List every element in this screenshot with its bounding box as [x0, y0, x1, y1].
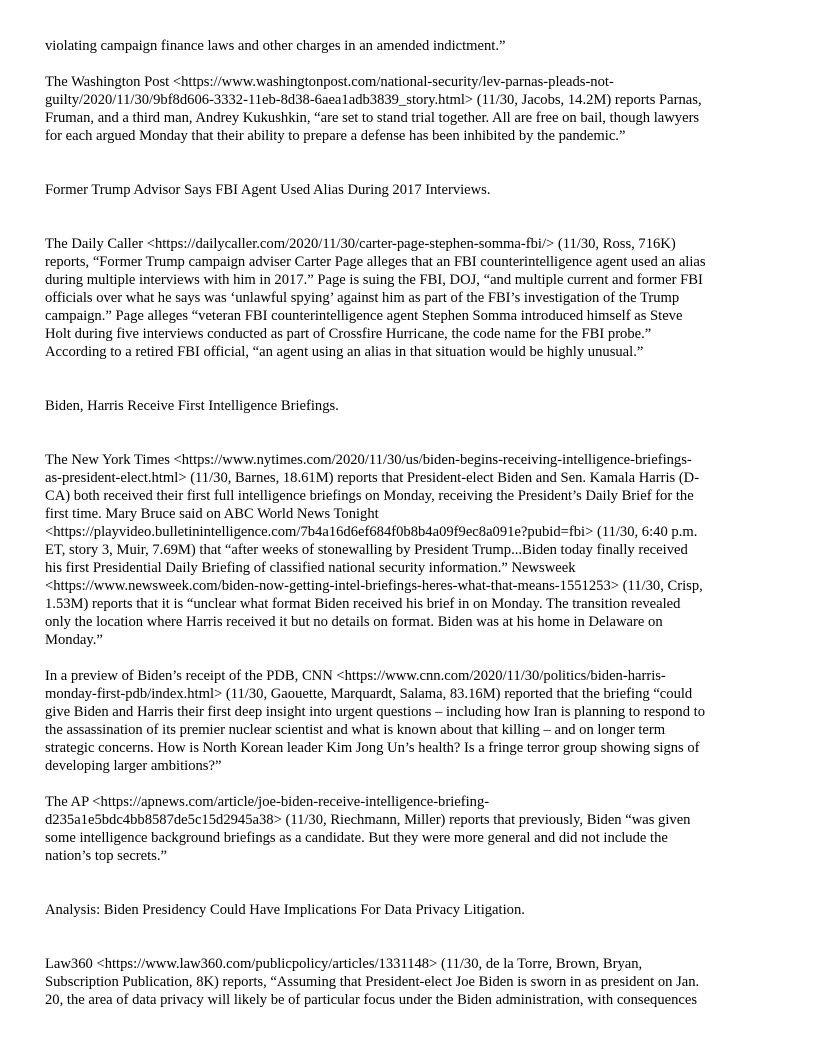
document-page [45, 37, 773, 1009]
paragraph-indictment-tail: violating campaign finance laws and other charges in an amended indictment.” [45, 38, 506, 54]
paragraph-ap: The AP <https://apnews.com/article/joe-biden-receive-intelligence-briefing- d235a1e5bdc4bb8587de5c15d2945a38> (11/30, Riechmann, Miller) reports that previously, Biden “was given some intelligence background briefings as a candidate. But they were more general and did not include the nation’s top secrets.” [45, 794, 691, 864]
headline-data-privacy: Analysis: Biden Presidency Could Have Implications For Data Privacy Litigation. [45, 902, 525, 918]
headline-intelligence-briefings: Biden, Harris Receive First Intelligence Briefings. [45, 398, 339, 414]
paragraph-daily-caller: The Daily Caller <https://dailycaller.com/2020/11/30/carter-page-stephen-somma-fbi/> (11/30, Ross, 716K) reports, “Former Trump campaign adviser Carter Page alleges that an FBI counterintelligence agent used an alias during multiple interviews with him in 2017.” Page is suing the FBI, DOJ, “and multiple current and former FBI officials over what he says was ‘unlawful spying’ against him as part of the FBI’s investigation of the Trump campaign.” Page alleges “veteran FBI counterintelligence agent Stephen Somma introduced himself as Steve Holt during five interviews conducted as part of Crossfire Hurricane, the code name for the FBI probe.” According to a retired FBI official, “an agent using an alias in that situation would be highly unusual.” [45, 236, 706, 360]
paragraph-new-york-times: The New York Times <https://www.nytimes.com/2020/11/30/us/biden-begins-receiving-intelligence-briefings- as-president-elect.html> (11/30, Barnes, 18.61M) reports that President-elect Biden and Sen. Kamala Harris (D- CA) both received their first full intelligence briefings on Monday, receiving the President’s Daily Brief for the first time. Mary Bruce said on ABC World News Tonight <https://playvideo.bulletinintelligence.com/7b4a16d6ef684f0b8b4a09f9ec8a091e?pubid=fbi> (11/30, 6:40 p.m. ET, story 3, Muir, 7.69M) that “after weeks of stonewalling by President Trump...Biden today finally received his first Presidential Daily Briefing of classified national security information.” Newsweek <https://www.newsweek.com/biden-now-getting-intel-briefings-heres-what-that-means-1551253> (11/30, Crisp, 1.53M) reports that it is “unclear what format Biden received his brief in on Monday. The transition revealed only the location where Harris received it but no details on format. Biden was at his home in Delaware on Monday.” [45, 452, 703, 648]
paragraph-cnn-preview: In a preview of Biden’s receipt of the PDB, CNN <https://www.cnn.com/2020/11/30/politics/biden-harris- monday-first-pdb/index.html> (11/30, Gaouette, Marquardt, Salama, 83.16M) reported that the briefing “could give Biden and Harris their first deep insight into urgent questions – including how Iran is planning to respond to the assassination of its premier nuclear scientist and what is known about that killing – and on longer term strategic concerns. How is North Korean leader Kim Jong Un’s health? Is a fringe terror group showing signs of developing larger ambitions?” [45, 668, 705, 774]
paragraph-law360: Law360 <https://www.law360.com/publicpolicy/articles/1331148> (11/30, de la Torre, Brown, Bryan, Subscription Publication, 8K) reports, “Assuming that President-elect Joe Biden is sworn in as president on Jan. 20, the area of data privacy will likely be of particular focus under the Biden administration, with consequences [45, 956, 700, 1008]
paragraph-washington-post: The Washington Post <https://www.washingtonpost.com/national-security/lev-parnas-pleads-not- guilty/2020/11/30/9bf8d606-3332-11eb-8d38-6aea1adb3839_story.html> (11/30, Jacobs, 14.2M) reports Parnas, Fruman, and a third man, Andrey Kukushkin, “are set to stand trial together. All are free on bail, though lawyers for each argued Monday that their ability to prepare a defense has been inhibited by the pandemic.” [45, 74, 702, 144]
headline-carter-page: Former Trump Advisor Says FBI Agent Used Alias During 2017 Interviews. [45, 182, 491, 198]
